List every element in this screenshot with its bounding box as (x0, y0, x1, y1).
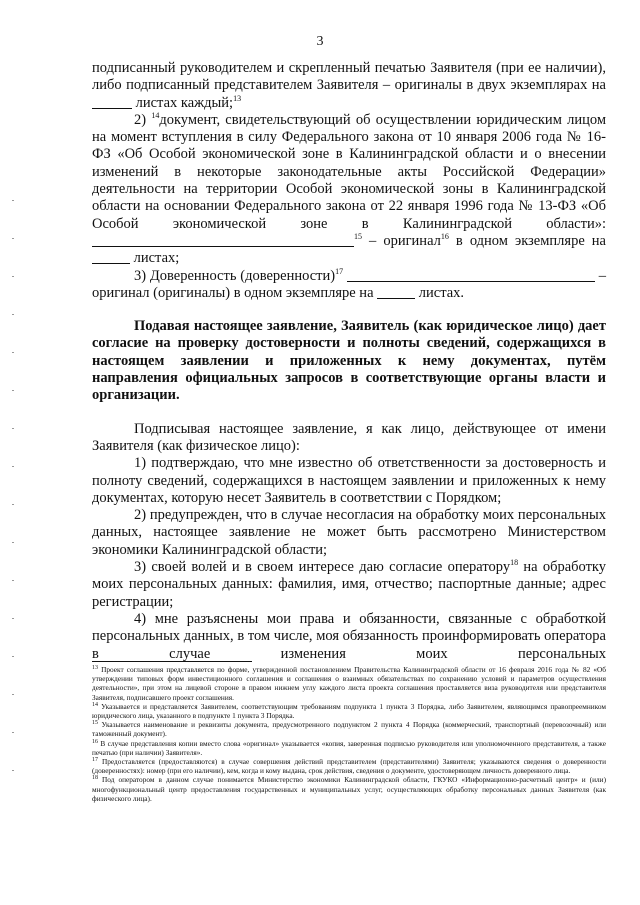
footnote-text: Проект соглашения представляется по форме, утвержденной постановлением Правительства Калининградской области от 16 февраля 2016 года № 82 «Об утверждении типовых форм инвестиционного соглашения и соглашения о взаимных обязательствах по сохранению условий и параметров осуществления деятельности», при этом на лицевой стороне в правом нижнем углу каждого листа проекта соглашения проставляется виза руководителя или представителя Заявителя, подписавшего проект соглашения. (92, 665, 607, 702)
footnote-18 (92, 775, 606, 803)
footnote-13 (92, 665, 606, 702)
originals-tail: листах каждый; (135, 94, 234, 111)
item-2-number: 2) (134, 111, 147, 128)
footnote-text: Под оператором в данном случае понимается Министерство экономики Калининградской области, ГКУКО «Информационно-расчетный центр» и (или) многофункциональный центр предоставления государственных и муниципальных услуг, осуществляющих обработку персональных данных Заявителя (как физического лица). (92, 775, 607, 803)
page-number: 3 (316, 34, 324, 49)
footnote-ref-13: 13 (233, 93, 242, 103)
signing-item-4: 4) мне разъяснены мои права и обязанности, связанные с обработкой персональных данных, в том числе, моя обязанность проинформировать оператора в случае изменения моих персональных (92, 610, 606, 662)
originals-text: подписанный руководителем и скрепленный печатью Заявителя (при ее наличии), либо подписанный представителем Заявителя – оригиналы в двух экземплярах на (92, 60, 606, 94)
item-3-text: 3) Доверенность (доверенности) (134, 267, 336, 284)
item-3-tail: оригинал (оригиналы) в одном экземпляре на (92, 284, 374, 301)
paragraph-item-3: 3) Доверенность (доверенности)$^{17}$ – оригинал (оригиналы) в одном экземпляре на листах. (92, 266, 607, 301)
item-2-sheets: листах; (133, 250, 180, 267)
footnote-number: 16 (92, 738, 98, 745)
footnote-number: 17 (92, 757, 98, 764)
footnote-17 (92, 757, 606, 775)
main-text (92, 60, 606, 663)
item-2-dash: – (369, 232, 377, 249)
footnote-text: Указывается и представляется Заявителем, соответствующим требованиям подпункта 1 пункта 3 Порядка, либо Заявителем, являющимся правопреемником юридического лица, указанного в подпункте 1 пункта 3 Порядка. (92, 701, 606, 721)
item-2-original: оригинал (383, 232, 441, 249)
footnote-ref-16: 16 (440, 231, 449, 241)
document-blank (92, 234, 354, 247)
footnote-ref-14: 14 (151, 110, 160, 120)
footnote-16 (92, 739, 606, 757)
paragraph-originals (92, 60, 606, 112)
paragraph-item-2 (92, 112, 606, 268)
item-3-consent-tail: на обработку моих персональных данных: фамилия, имя, отчество; паспортные данные; адрес регистрации; (92, 559, 607, 610)
item-2-copies: в одном экземпляре на (455, 232, 606, 249)
spacer (92, 302, 606, 318)
footnote-number: 13 (92, 665, 98, 671)
signing-item-2: 2) предупрежден, что в случае несогласия на обработку моих персональных данных, настоящее заявление не может быть рассмотрено Министерством экономики Калининградской области; (92, 507, 606, 558)
footnote-number: 18 (92, 775, 98, 782)
footnote-14 (92, 702, 606, 720)
margin-marks (12, 200, 14, 800)
footnote-number: 14 (92, 701, 98, 708)
footnote-divider (92, 661, 252, 662)
footnote-ref-15: 15 (354, 231, 362, 241)
footnote-text: Предоставляется (предоставляются) в случае совершения действий представителем (представителями) Заявителя; указываются сведения о доверенности (доверенностях): номер (при его наличии), кем, когда и кому выдана, срок действия, сведения о документе, удостоверяющем личность доверенного лица. (92, 757, 606, 776)
footnote-text: Указывается наименование и реквизиты документа, предусмотренного подпунктом 2 пункта 4 Порядка (коммерческий, транспортный (перевозочный) или таможенный документ). (92, 720, 606, 739)
sheets-blank-3 (377, 286, 415, 299)
item-3-consent-text: 3) своей волей и в своем интересе даю согласие оператору (134, 559, 511, 576)
signing-item-3 (92, 559, 606, 611)
spacer (92, 405, 606, 421)
footnotes (92, 665, 606, 803)
item-2-text: документ, свидетельствующий об осуществлении юридическим лицом на момент вступления в силу Федерального закона от 10 января 2006 года № 16-ФЗ «Об Особой экономической зоне в Калининградской области и о внесении изменений в некоторые законодательные акты Российской Федерации» деятельности на территории Особой экономической зоны в Калининградской области на основании Федерального закона от 22 января 1996 года № 13-ФЗ «Об Особой экономической зоне в Калининградской области»: (92, 111, 606, 232)
sheets-blank-2 (92, 251, 130, 264)
consent-bold-paragraph: Подавая настоящее заявление, Заявитель (как юридическое лицо) дает согласие на проверку достоверности и полноты сведений, содержащихся в настоящем заявлении и приложенных к нему документах, путём направления официальных запросов в соответствующие органы власти и организации. (92, 318, 606, 404)
footnote-ref-17: 17 (335, 266, 344, 276)
footnote-number: 15 (92, 720, 98, 727)
signing-item-1: 1) подтверждаю, что мне известно об ответственности за достоверность и полноту сведений, содержащихся в настоящем заявлении и приложенных к нему документах, которую несет Заявитель в соответствии с Порядком; (92, 455, 606, 506)
footnote-text: В случае представления копии вместо слова «оригинал» указывается «копия, заверенная подписью руководителя или уполномоченного представителя, а также печатью (при наличии) Заявителя». (92, 738, 606, 757)
signing-intro: Подписывая настоящее заявление, я как лицо, действующее от имени Заявителя (как физическое лицо): (92, 420, 606, 454)
item-3-sheets: листах. (418, 284, 465, 301)
power-of-attorney-blank (347, 269, 595, 282)
footnote-ref-18: 18 (510, 558, 519, 568)
footnote-15 (92, 720, 606, 738)
sheets-blank (92, 96, 132, 109)
